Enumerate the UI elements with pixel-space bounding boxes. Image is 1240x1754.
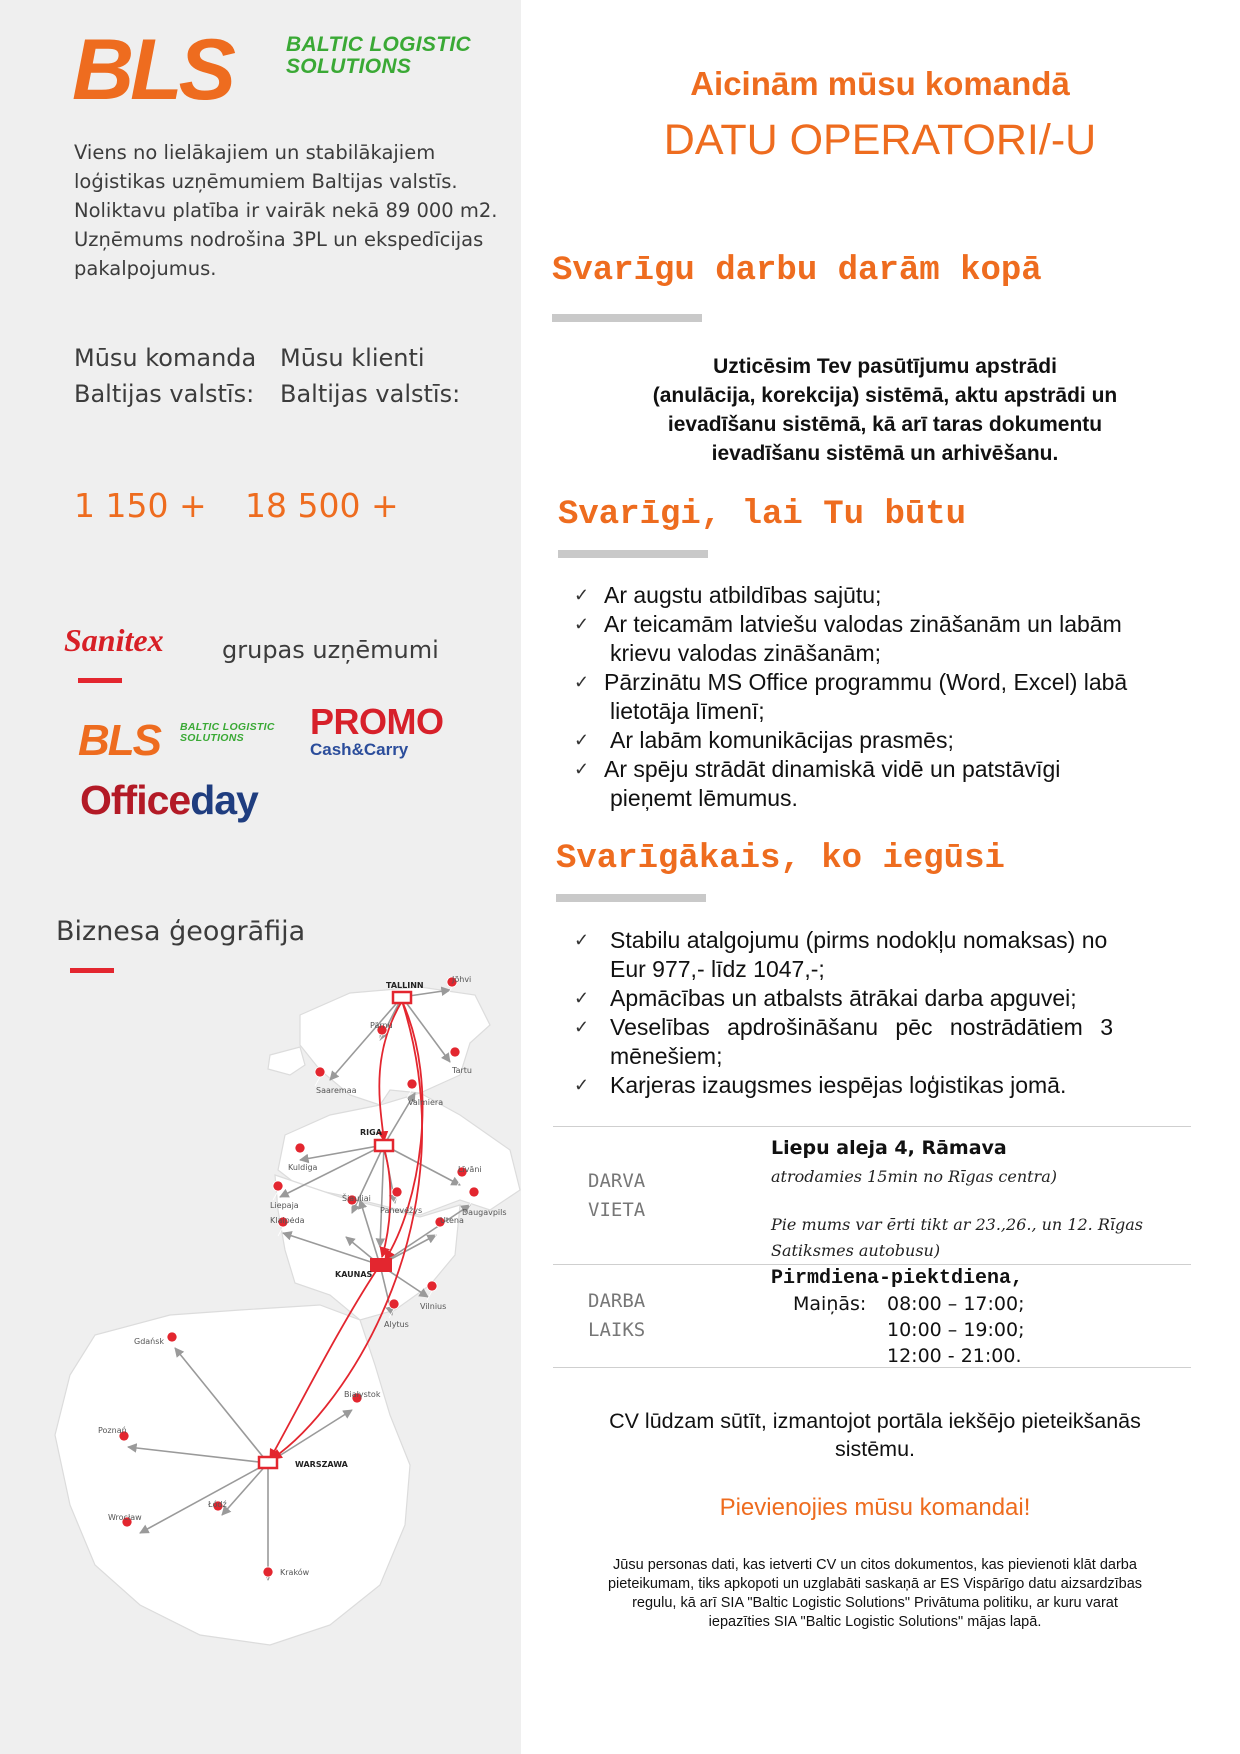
mission-line: ievadīšanu sistēmā, kā arī taras dokumentu [667, 413, 1103, 436]
privacy-line: pieteikumam, tiks apkopoti un uzglabāti saskaņā ar ES Vispārīgo datu aizsardzības [607, 1576, 1143, 1592]
sanitex-logo: Sanitex [64, 622, 164, 658]
hours-label [588, 1287, 645, 1345]
list-item [572, 1013, 1192, 1071]
check-icon: ✓ [574, 1075, 590, 1095]
map-label: Vilnius [420, 1302, 447, 1311]
application-line: CV lūdzam sūtīt, izmantojot portāla iekšējo pieteikšanās [609, 1409, 1141, 1433]
list-item [572, 1071, 1192, 1100]
geography-map [0, 965, 521, 1655]
hours-label-line2: LAIKS [588, 1319, 646, 1341]
map-label: Kraków [280, 1568, 310, 1577]
list-item-text: krievu valodas zināšanām; [610, 640, 882, 666]
benefits-list [572, 926, 1192, 1100]
headline-position: DATU OPERATORI/-U [663, 116, 1097, 164]
list-item-text: Karjeras izaugsmes iespējas loģistikas jomā. [610, 1072, 1067, 1098]
mission-line: (anulācija, korekcija) sistēmā, aktu apstrādi un [652, 384, 1118, 407]
workplace-row [553, 1127, 1191, 1265]
bls-logo-mark: BLS [72, 22, 232, 118]
privacy-notice [560, 1556, 1190, 1632]
map-label: Alytus [384, 1320, 409, 1329]
list-item-text: Eur 977,- līdz 1047,-; [610, 956, 825, 982]
map-label: Kuldiga [288, 1163, 318, 1172]
company-intro [74, 138, 498, 283]
list-item [572, 581, 1127, 610]
map-label: Wrocław [108, 1513, 142, 1522]
map-label: Šiauliai [342, 1194, 371, 1203]
check-icon: ✓ [574, 672, 590, 692]
map-label: Liepaja [270, 1201, 299, 1210]
map-label: Līvāni [458, 1165, 482, 1174]
bls-logo [72, 22, 492, 118]
poland-outline [55, 1305, 410, 1645]
section-divider [552, 314, 702, 322]
workplace-label-line2: VIETA [588, 1199, 646, 1221]
team-stat-label [74, 340, 256, 412]
hub-warszawa [259, 1457, 277, 1468]
group-divider [78, 678, 122, 683]
map-label: WARSZAWA [295, 1460, 348, 1469]
list-item-text: pieņemt lēmumus. [610, 785, 798, 811]
hub-riga [375, 1140, 393, 1151]
bls-group-logo-name-line2: SOLUTIONS [180, 732, 244, 744]
map-label: Daugavpils [462, 1208, 507, 1217]
intro-line: Noliktavu platība ir vairāk nekā 89 000 m2. [74, 199, 498, 222]
list-item [572, 668, 1127, 726]
workplace-label [588, 1167, 645, 1225]
clients-stat-label-line1: Mūsu klienti [280, 344, 425, 372]
list-item-text: Ar labām komunikācijas prasmēs; [610, 727, 954, 753]
map-label: Panevėžys [380, 1206, 423, 1215]
check-icon: ✓ [574, 614, 590, 634]
hours-days: Pirmdiena-piektdiena, [771, 1267, 1024, 1290]
section-divider [558, 550, 708, 558]
list-item-text: Pārzinātu MS Office programmu (Word, Excel) labā [604, 669, 1128, 695]
application-line: sistēmu. [834, 1437, 916, 1461]
hours-shift: 10:00 – 19:00; [887, 1319, 1025, 1341]
map-label: Poznań [98, 1426, 127, 1435]
check-icon: ✓ [574, 930, 590, 950]
map-label: Jõhvi [452, 975, 472, 984]
privacy-line: regulu, kā arī SIA "Baltic Logistic Solutions" Privātuma politiku, ar kuru varat [632, 1595, 1118, 1611]
hours-label-line1: DARBA [588, 1290, 646, 1312]
team-stat-label-line1: Mūsu komanda [74, 344, 257, 372]
group-subtitle: grupas uzņēmumi [222, 636, 439, 664]
workplace-distance: atrodamies 15min no Rīgas centra) [771, 1167, 1057, 1186]
map-label: Białystok [344, 1390, 381, 1399]
list-item [572, 755, 1127, 813]
promo-logo [310, 701, 444, 760]
workplace-label-line1: DARVA [588, 1170, 646, 1192]
hours-shift: 12:00 - 21:00. [887, 1345, 1022, 1367]
pin-vilnius [427, 1281, 437, 1300]
map-label: Gdańsk [134, 1337, 165, 1346]
check-icon: ✓ [574, 988, 590, 1008]
workplace-transport-line2: Satiksmes autobusu) [771, 1241, 941, 1260]
promo-logo-sub: Cash&Carry [310, 740, 409, 759]
list-item-text: lietotāja līmenī; [610, 698, 765, 724]
hours-row [553, 1265, 1191, 1368]
list-item [572, 610, 1127, 668]
requirements-list [572, 581, 1127, 813]
privacy-line: Jūsu personas dati, kas ietverti CV un citos dokumentos, kas pievienoti klāt darba [613, 1557, 1137, 1573]
list-item-text: Ar teicamām latviešu valodas zināšanām un labām [604, 611, 1122, 637]
map-label: Łódź [208, 1500, 227, 1509]
intro-line: Uzņēmums nodrošina 3PL un ekspedīcijas [74, 228, 484, 251]
geography-title: Biznesa ģeogrāfija [56, 916, 306, 947]
section-divider [556, 894, 706, 902]
section-title-work: Svarīgu darbu darām kopā [552, 252, 1042, 290]
mission-line: ievadīšanu sistēmā un arhivēšanu. [711, 442, 1059, 465]
clients-stat-label [280, 340, 460, 412]
hub-kaunas [371, 1259, 391, 1271]
headline-invite: Aicinām mūsu komandā [690, 65, 1070, 102]
clients-stat-value: 18 500 + [245, 486, 399, 525]
bls-group-logo-name-line1: BALTIC LOGISTIC [180, 721, 275, 733]
intro-line: pakalpojumus. [74, 257, 217, 280]
bls-logo-name-line1: BALTIC LOGISTIC [286, 33, 471, 56]
map-label: RIGA [360, 1128, 382, 1137]
promo-logo-main: PROMO [310, 701, 444, 742]
hub-tallinn [393, 992, 411, 1003]
list-item-text: mēnešiem; [610, 1043, 723, 1069]
check-icon: ✓ [574, 759, 590, 779]
section-title-requirements: Svarīgi, lai Tu būtu [558, 496, 967, 534]
officeday-logo [80, 777, 258, 824]
hours-shift: 08:00 – 17:00; [887, 1293, 1025, 1315]
team-stat-value: 1 150 + [74, 486, 207, 525]
list-item-text: Veselības apdrošināšanu pēc nostrādātiem 3 [610, 1014, 1114, 1040]
bls-logo-name-line2: SOLUTIONS [286, 55, 412, 78]
workplace-transport-line1: Pie mums var ērti tikt ar 23.,26., un 12. Rīgas [771, 1215, 1144, 1234]
privacy-line: iepazīties SIA "Baltic Logistic Solutions" mājas lapā. [708, 1614, 1042, 1630]
bls-group-logo [78, 718, 278, 768]
join-call-to-action: Pievienojies mūsu komandai! [719, 1494, 1031, 1521]
bls-group-logo-name [180, 722, 275, 744]
intro-line: Viens no lielākajiem un stabilākajiem [74, 141, 436, 164]
pin-saaremaa [315, 1067, 325, 1086]
map-label: TALLINN [386, 981, 424, 990]
check-icon: ✓ [574, 1017, 590, 1037]
team-stat-label-line2: Baltijas valstīs: [74, 380, 255, 408]
map-label: Utena [440, 1216, 464, 1225]
list-item-text: Ar spēju strādāt dinamiskā vidē un patstāvīgi [604, 756, 1061, 782]
clients-stat-label-line2: Baltijas valstīs: [280, 380, 461, 408]
map-label: Tartu [452, 1066, 472, 1075]
bls-group-logo-mark: BLS [78, 716, 160, 765]
mission-text [600, 352, 1170, 468]
check-icon: ✓ [574, 585, 590, 605]
section-title-benefits: Svarīgākais, ko iegūsi [556, 840, 1005, 878]
map-label: Pärnu [370, 1021, 393, 1030]
list-item-text: Apmācības un atbalsts ātrākai darba apguvei; [610, 985, 1077, 1011]
map-label: Valmiera [408, 1098, 444, 1107]
officeday-logo-part1: Office [80, 777, 191, 823]
application-instructions [555, 1407, 1195, 1463]
mission-line: Uzticēsim Tev pasūtījumu apstrādi [713, 355, 1057, 378]
map-label: KAUNAS [335, 1270, 373, 1279]
list-item-text: Stabilu atalgojumu (pirms nodokļu nomaksas) no [610, 927, 1108, 953]
hours-shifts-label: Maiņās: [793, 1293, 867, 1315]
map-label: Saaremaa [316, 1086, 357, 1095]
intro-line: loģistikas uzņēmumiem Baltijas valstīs. [74, 170, 458, 193]
check-icon: ✓ [574, 730, 590, 750]
map-label: Klaipėda [270, 1216, 305, 1225]
job-info-table [553, 1126, 1191, 1368]
saaremaa-outline [268, 1047, 305, 1075]
bls-logo-name [286, 34, 471, 78]
list-item-text: Ar augstu atbildības sajūtu; [604, 582, 882, 608]
list-item [572, 984, 1192, 1013]
list-item [572, 926, 1192, 984]
officeday-logo-part2: day [190, 777, 258, 823]
workplace-address: Liepu aleja 4, Rāmava [771, 1137, 1007, 1159]
list-item [572, 726, 1127, 755]
